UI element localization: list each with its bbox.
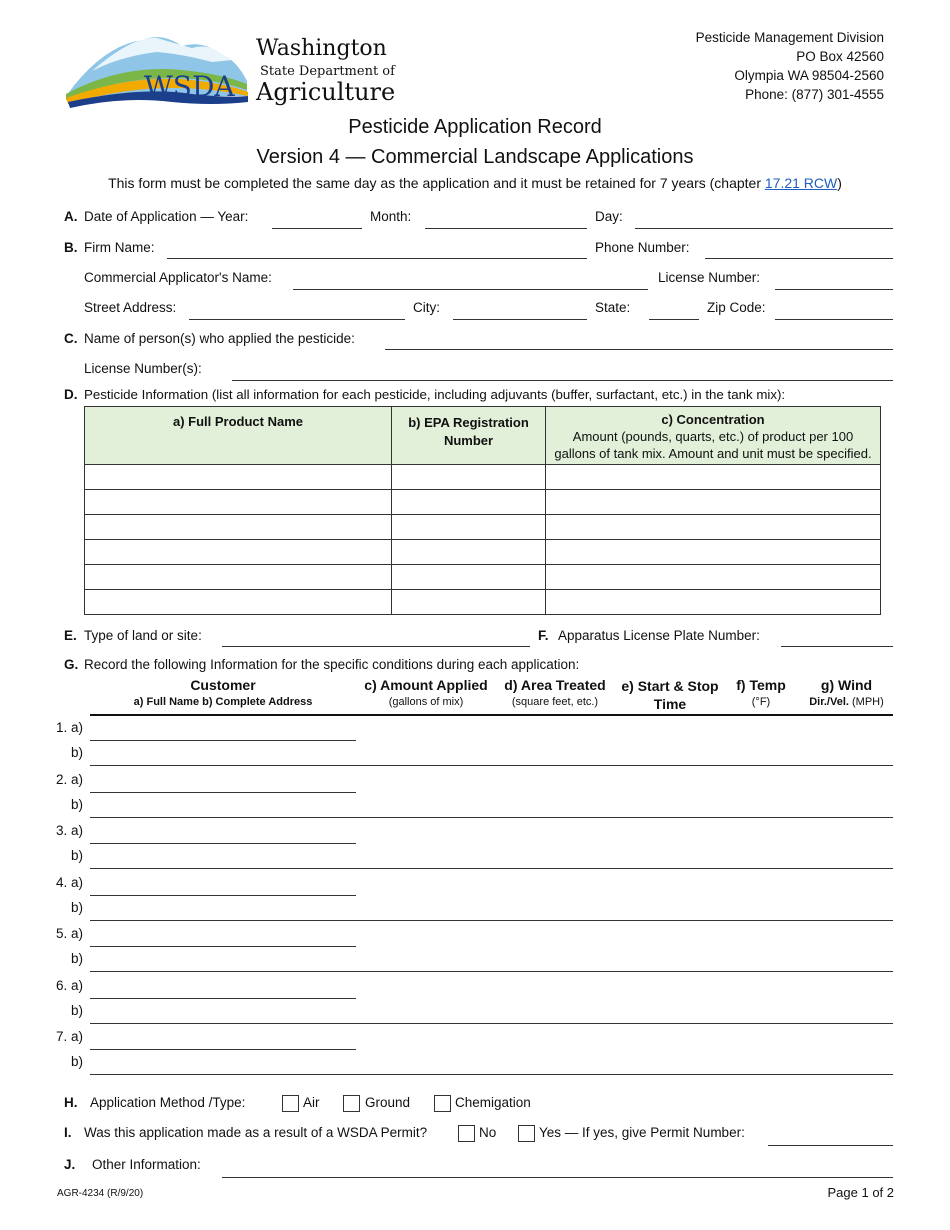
license-numbers-field[interactable]: [232, 380, 893, 381]
applicator-persons-field[interactable]: [385, 349, 893, 350]
address-line: Pesticide Management Division: [695, 30, 884, 45]
notice-text-end: ): [837, 175, 842, 191]
logo-state-dept: State Department of: [260, 64, 395, 79]
concentration-cell[interactable]: [546, 465, 881, 490]
city-label: City:: [413, 300, 440, 315]
notice-text: This form must be completed the same day as the application and it must be retained for 7 years (chapter: [108, 175, 765, 191]
customer-name-field[interactable]: [90, 946, 356, 947]
license-numbers-label: License Number(s):: [84, 361, 202, 376]
section-c-letter: C.: [64, 331, 78, 346]
temp-header-title: f) Temp: [736, 677, 786, 693]
area-header-title: d) Area Treated: [504, 677, 606, 693]
customer-address-field[interactable]: [90, 1023, 893, 1024]
col-epa-number: [392, 407, 546, 465]
address-line: Phone: (877) 301-4555: [745, 87, 884, 102]
col-concentration-desc: Amount (pounds, quarts, etc.) of product per 100 gallons of tank mix. Amount and unit must be specified.: [554, 429, 872, 461]
pesticide-info-label: Pesticide Information (list all information for each pesticide, including adjuvants (buffer, surfactant, etc.) in the tank mix):: [84, 387, 786, 402]
permit-no-label: No: [479, 1125, 497, 1140]
col-concentration: [546, 407, 881, 465]
street-address-field[interactable]: [189, 319, 405, 320]
product-cell[interactable]: [85, 490, 392, 515]
applicator-name-field[interactable]: [293, 289, 648, 290]
table-row: [85, 515, 881, 540]
section-g-letter: G.: [64, 657, 79, 672]
customer-name-field[interactable]: [90, 792, 356, 793]
conditions-label: Record the following Information for the specific conditions during each application:: [84, 657, 580, 672]
logo-agriculture: Agriculture: [256, 78, 396, 106]
epa-cell[interactable]: [392, 515, 546, 540]
logo-washington: Washington: [256, 36, 387, 61]
row-a-label: 6. a): [55, 977, 83, 993]
date-year-label: Date of Application — Year:: [84, 209, 249, 224]
permit-number-field[interactable]: [768, 1145, 893, 1146]
plate-number-label: Apparatus License Plate Number:: [558, 628, 760, 643]
customer-name-field[interactable]: [90, 998, 356, 999]
row-a-label: 5. a): [55, 926, 83, 941]
section-b-letter: B.: [64, 240, 78, 255]
zip-label: Zip Code:: [707, 300, 766, 315]
permit-question: Was this application made as a result of a WSDA Permit?: [84, 1125, 428, 1140]
col-product-name-text: a) Full Product Name: [172, 414, 304, 429]
row-b-label: b): [70, 1054, 83, 1069]
form-title: Pesticide Application Record: [348, 116, 602, 138]
license-number-field[interactable]: [775, 289, 893, 290]
phone-field[interactable]: [705, 258, 893, 259]
address-line: Olympia WA 98504-2560: [734, 68, 884, 83]
permit-yes-checkbox[interactable]: [518, 1125, 535, 1142]
conditions-header-rule: [90, 714, 893, 716]
wind-header-title: g) Wind: [820, 677, 873, 693]
land-type-field[interactable]: [222, 646, 530, 647]
plate-number-field[interactable]: [781, 646, 893, 647]
table-row: [85, 590, 881, 615]
section-e-letter: E.: [64, 628, 77, 643]
product-cell[interactable]: [85, 590, 392, 615]
section-a-letter: A.: [64, 209, 78, 224]
customer-name-field[interactable]: [90, 1049, 356, 1050]
section-h-letter: H.: [64, 1095, 78, 1110]
row-a-label: 4. a): [55, 874, 83, 890]
pesticide-table: [84, 406, 881, 615]
day-label: Day:: [595, 209, 623, 224]
section-d-letter: D.: [64, 387, 78, 402]
customer-address-field[interactable]: [90, 1074, 893, 1075]
street-address-label: Street Address:: [84, 300, 177, 315]
row-a-label: 3. a): [55, 823, 83, 838]
customer-name-field[interactable]: [90, 843, 356, 844]
row-b-label: b): [70, 951, 83, 966]
row-b-label: b): [70, 899, 83, 915]
table-row: [85, 565, 881, 590]
applicator-persons-label: Name of person(s) who applied the pesticide:: [84, 331, 355, 346]
land-type-label: Type of land or site:: [84, 628, 202, 643]
air-checkbox[interactable]: [282, 1095, 299, 1112]
license-number-label: License Number:: [658, 270, 761, 285]
product-cell[interactable]: [85, 515, 392, 540]
customer-header-title: Customer: [190, 677, 256, 693]
area-header-sub: (square feet, etc.): [511, 696, 599, 708]
customer-address-field[interactable]: [90, 817, 893, 818]
section-f-letter: F.: [538, 628, 549, 643]
concentration-cell[interactable]: [546, 490, 881, 515]
address-line: PO Box 42560: [796, 49, 884, 64]
customer-name-field[interactable]: [90, 740, 356, 741]
state-label: State:: [595, 300, 631, 315]
customer-header: [90, 677, 356, 711]
applicator-name-label: Commercial Applicator's Name:: [84, 270, 272, 285]
table-row: [85, 540, 881, 565]
row-b-label: b): [70, 1002, 83, 1018]
customer-address-field[interactable]: [90, 765, 893, 766]
permit-yes-label: Yes — If yes, give Permit Number:: [539, 1125, 745, 1140]
zip-field[interactable]: [775, 319, 893, 320]
other-info-label: Other Information:: [92, 1157, 201, 1172]
col-product-name: [85, 407, 392, 465]
wind-header: [800, 677, 893, 711]
permit-no-checkbox[interactable]: [458, 1125, 475, 1142]
col-concentration-title: c) Concentration: [661, 412, 765, 427]
concentration-cell[interactable]: [546, 590, 881, 615]
row-a-label: 7. a): [55, 1029, 83, 1044]
customer-address-field[interactable]: [90, 920, 893, 921]
epa-cell[interactable]: [392, 465, 546, 490]
wsda-logo: [62, 26, 396, 108]
amount-header: [360, 677, 492, 711]
agency-address: [696, 28, 884, 104]
customer-address-field[interactable]: [90, 868, 893, 869]
concentration-cell[interactable]: [546, 565, 881, 590]
method-label: Application Method /Type:: [90, 1095, 246, 1110]
start-stop-header: e) Start & Stop Time: [621, 678, 719, 712]
row-b-label: b): [70, 796, 83, 812]
wind-header-sub-bold: Dir./Vel.: [809, 696, 849, 708]
epa-cell[interactable]: [392, 540, 546, 565]
temp-header-sub: (°F): [751, 696, 771, 708]
product-cell[interactable]: [85, 540, 392, 565]
row-a-label: 1. a): [55, 720, 83, 735]
product-cell[interactable]: [85, 565, 392, 590]
firm-name-label: Firm Name:: [84, 240, 155, 255]
chemigation-label: Chemigation: [455, 1095, 531, 1110]
firm-name-field[interactable]: [167, 258, 587, 259]
concentration-cell[interactable]: [546, 540, 881, 565]
form-id: AGR-4234 (R/9/20): [57, 1188, 144, 1199]
page-number: Page 1 of 2: [827, 1185, 894, 1200]
epa-cell[interactable]: [392, 490, 546, 515]
form-subtitle: Version 4 — Commercial Landscape Applications: [256, 146, 694, 168]
col-epa-number-text: b) EPA Registration Number: [408, 415, 529, 448]
day-field[interactable]: [635, 228, 893, 229]
section-j-letter: J.: [64, 1157, 76, 1172]
city-field[interactable]: [453, 319, 587, 320]
epa-cell[interactable]: [392, 590, 546, 615]
amount-header-title: c) Amount Applied: [364, 677, 488, 693]
row-b-label: b): [70, 848, 83, 863]
svg-text:WSDA: WSDA: [144, 70, 235, 103]
row-b-label: b): [70, 745, 83, 760]
customer-name-field[interactable]: [90, 895, 356, 896]
mountain-logo-icon: [62, 26, 252, 108]
customer-header-sub: a) Full Name b) Complete Address: [133, 696, 313, 708]
month-label: Month:: [370, 209, 412, 224]
other-info-field[interactable]: [222, 1177, 893, 1178]
retention-notice: [0, 175, 950, 191]
temp-header: [726, 677, 796, 711]
ground-label: Ground: [365, 1095, 411, 1110]
wind-header-sub: (MPH): [852, 696, 884, 708]
concentration-cell[interactable]: [546, 515, 881, 540]
epa-cell[interactable]: [392, 565, 546, 590]
state-field[interactable]: [649, 319, 699, 320]
amount-header-sub: (gallons of mix): [388, 696, 464, 708]
ground-checkbox[interactable]: [343, 1095, 360, 1112]
area-header: [498, 677, 612, 711]
row-a-label: 2. a): [55, 771, 83, 787]
month-field[interactable]: [425, 228, 587, 229]
year-field[interactable]: [272, 228, 362, 229]
chemigation-checkbox[interactable]: [434, 1095, 451, 1112]
product-cell[interactable]: [85, 465, 392, 490]
phone-label: Phone Number:: [595, 240, 690, 255]
air-label: Air: [303, 1095, 320, 1110]
section-i-letter: I.: [64, 1125, 72, 1140]
table-row: [85, 465, 881, 490]
rcw-link[interactable]: 17.21 RCW: [764, 175, 838, 191]
table-row: [85, 490, 881, 515]
customer-address-field[interactable]: [90, 971, 893, 972]
